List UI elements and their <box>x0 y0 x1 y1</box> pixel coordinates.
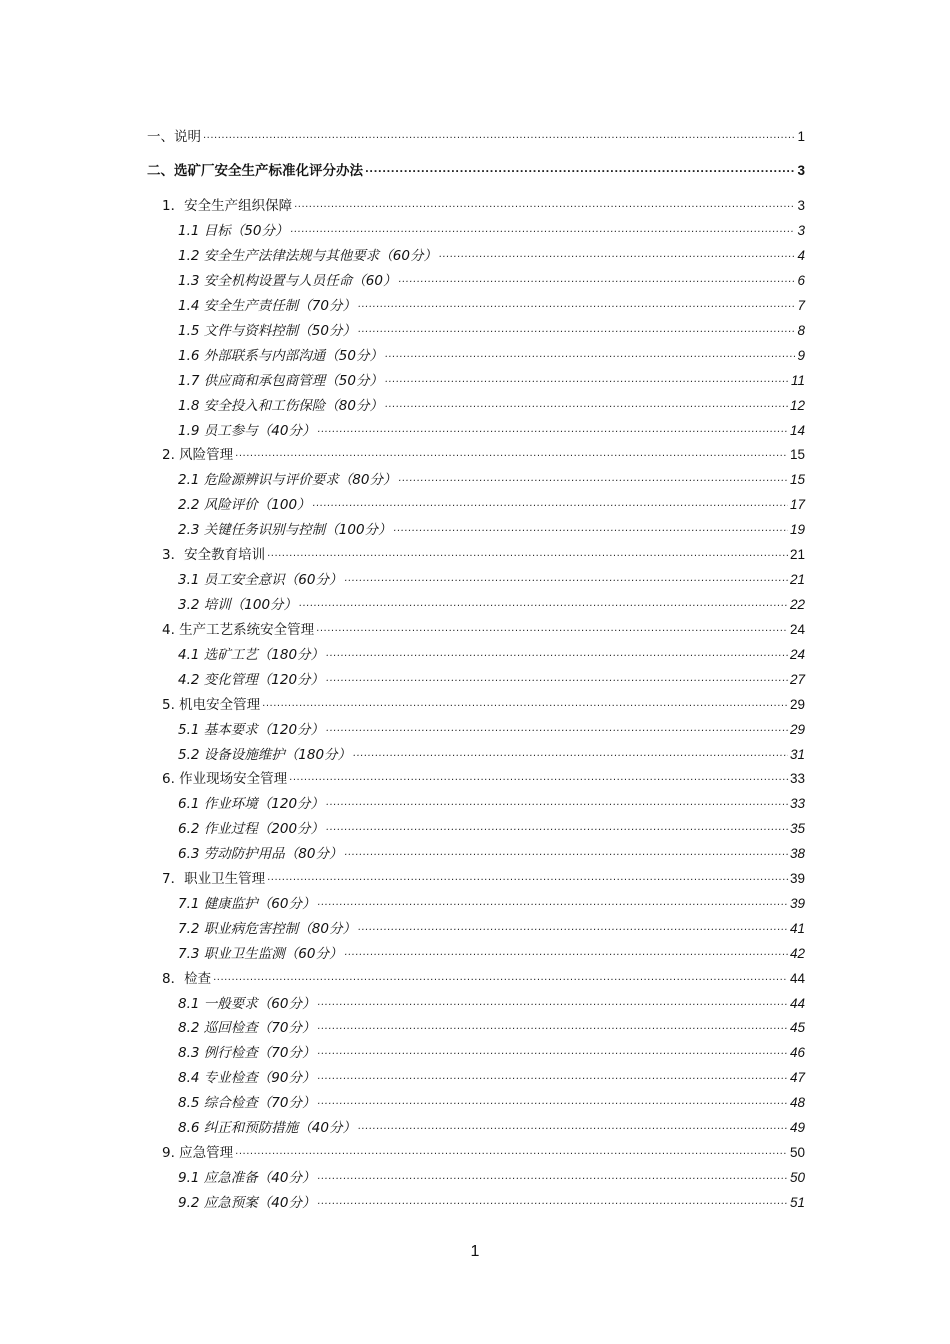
toc-entry-page: 33 <box>789 796 805 811</box>
toc-entry-label: 2.1 危险源辨识与评价要求（80分） <box>178 472 397 488</box>
toc-entry[interactable] <box>162 695 805 715</box>
toc-entry-page: 35 <box>789 821 805 836</box>
toc-entry-page: 15 <box>789 472 805 487</box>
toc-leader <box>317 1168 788 1188</box>
toc-leader <box>344 570 788 590</box>
toc-entry-label: 1.4 安全生产责任制（70分） <box>178 298 356 314</box>
toc-entry-page: 9 <box>797 348 805 363</box>
toc-entry-label: 9. 应急管理 <box>162 1145 234 1161</box>
toc-entry-label: 6.1 作业环境（120分） <box>178 796 325 812</box>
toc-entry[interactable] <box>147 161 805 181</box>
toc-entry-page: 46 <box>789 1045 805 1060</box>
toc-entry-page: 21 <box>789 572 805 587</box>
toc-entry[interactable] <box>178 520 805 540</box>
toc-leader <box>299 595 788 615</box>
toc-leader <box>358 1118 788 1138</box>
toc-entry[interactable] <box>162 769 805 789</box>
toc-entry[interactable] <box>178 346 805 366</box>
toc-entry-label: 2.3 关键任务识别与控制（100分） <box>178 522 392 538</box>
toc-entry-page: 6 <box>797 273 805 288</box>
toc-leader <box>326 670 788 690</box>
toc-entry-label: 7.3 职业卫生监测（60分） <box>178 946 343 962</box>
toc-entry[interactable] <box>178 1068 805 1088</box>
toc-entry-label: 8.2 巡回检查（70分） <box>178 1020 316 1036</box>
toc-entry[interactable] <box>178 670 805 690</box>
toc-entry-page: 50 <box>789 1170 805 1185</box>
toc-leader <box>385 346 796 366</box>
toc-entry-page: 21 <box>789 547 805 562</box>
toc-entry-label: 6. 作业现场安全管理 <box>162 771 288 787</box>
toc-entry-page: 31 <box>789 747 805 762</box>
toc-entry-page: 4 <box>797 248 805 263</box>
toc-leader <box>317 1043 788 1063</box>
toc-entry[interactable] <box>178 321 805 341</box>
toc-entry-page: 51 <box>789 1195 805 1210</box>
toc-entry[interactable] <box>178 421 805 441</box>
toc-entry[interactable] <box>178 296 805 316</box>
toc-entry-page: 48 <box>789 1095 805 1110</box>
toc-entry-label: 3.2 培训（100分） <box>178 597 298 613</box>
toc-entry-label: 5.2 设备设施维护（180分） <box>178 747 352 763</box>
toc-entry-label: 1.3 安全机构设置与人员任命（60） <box>178 273 397 289</box>
toc-entry-page: 47 <box>789 1070 805 1085</box>
toc-entry-page: 11 <box>790 373 805 388</box>
toc-entry-page: 41 <box>789 921 805 936</box>
toc-entry-label: 3.1 员工安全意识（60分） <box>178 572 343 588</box>
toc-leader <box>317 894 788 914</box>
toc-leader <box>317 1068 788 1088</box>
toc-entry[interactable] <box>178 371 805 391</box>
toc-leader <box>344 944 788 964</box>
toc-entry[interactable] <box>178 495 805 515</box>
toc-leader <box>365 161 795 181</box>
toc-leader <box>262 695 788 715</box>
toc-entry-label: 1.8 安全投入和工伤保险（80分） <box>178 398 383 414</box>
toc-entry-label: 1.9 员工参与（40分） <box>178 423 316 439</box>
toc-entry-label: 5.1 基本要求（120分） <box>178 722 325 738</box>
toc-entry[interactable] <box>178 794 805 814</box>
toc-entry-label: 8.4 专业检查（90分） <box>178 1070 316 1086</box>
toc-leader <box>326 794 788 814</box>
toc-entry-page: 49 <box>789 1120 805 1135</box>
toc-leader <box>235 1143 788 1163</box>
toc-entry[interactable] <box>178 271 805 291</box>
toc-entry[interactable] <box>178 720 805 740</box>
toc-entry[interactable] <box>162 545 805 565</box>
toc-leader <box>326 819 788 839</box>
toc-leader <box>289 769 788 789</box>
toc-entry[interactable] <box>178 221 805 241</box>
toc-entry-page: 24 <box>789 647 805 662</box>
toc-entry-label: 3．安全教育培训 <box>162 547 266 563</box>
toc-entry[interactable] <box>178 570 805 590</box>
toc-leader <box>398 271 795 291</box>
toc-entry-page: 3 <box>797 198 805 213</box>
toc-entry-page: 14 <box>789 423 805 438</box>
toc-leader <box>317 1193 788 1213</box>
toc-entry-page: 38 <box>789 846 805 861</box>
toc-leader <box>316 620 788 640</box>
toc-entry[interactable] <box>178 246 805 266</box>
toc-leader <box>317 1018 788 1038</box>
toc-entry-page: 29 <box>789 697 805 712</box>
toc-leader <box>267 545 788 565</box>
toc-entry[interactable] <box>162 969 805 989</box>
toc-leader <box>203 127 795 147</box>
toc-entry-page: 15 <box>789 447 805 462</box>
toc-entry-page: 3 <box>797 163 805 178</box>
toc-entry-label: 1.2 安全生产法律法规与其他要求（60分） <box>178 248 437 264</box>
toc-entry-page: 3 <box>797 223 805 238</box>
toc-entry-label: 7．职业卫生管理 <box>162 871 266 887</box>
toc-entry-label: 8．检查 <box>162 971 212 987</box>
toc-entry[interactable] <box>178 944 805 964</box>
toc-leader <box>358 321 796 341</box>
toc-entry-page: 29 <box>789 722 805 737</box>
toc-entry-label: 7.1 健康监护（60分） <box>178 896 316 912</box>
toc-entry-page: 45 <box>789 1020 805 1035</box>
toc-entry-page: 24 <box>789 622 805 637</box>
toc-entry[interactable] <box>178 1193 805 1213</box>
toc-entry-page: 42 <box>789 946 805 961</box>
toc-leader <box>439 246 796 266</box>
toc-entry-page: 44 <box>789 971 805 986</box>
toc-entry-label: 4.1 选矿工艺（180分） <box>178 647 325 663</box>
toc-entry[interactable] <box>178 1093 805 1113</box>
toc-entry[interactable] <box>147 127 805 147</box>
toc-entry-label: 9.1 应急准备（40分） <box>178 1170 316 1186</box>
toc-entry-page: 7 <box>797 298 805 313</box>
toc-leader <box>267 869 788 889</box>
toc-leader <box>358 919 788 939</box>
toc-entry[interactable] <box>178 1018 805 1038</box>
toc-leader <box>213 969 788 989</box>
toc-leader <box>294 196 795 216</box>
toc-entry-label: 2. 风险管理 <box>162 447 234 463</box>
toc-entry-label: 8.3 例行检查（70分） <box>178 1045 316 1061</box>
toc-entry-label: 8.5 综合检查（70分） <box>178 1095 316 1111</box>
toc-entry[interactable] <box>178 595 805 615</box>
toc-leader <box>344 844 788 864</box>
toc-entry[interactable] <box>178 819 805 839</box>
toc-entry-label: 4.2 变化管理（120分） <box>178 672 325 688</box>
toc-entry-label: 6.2 作业过程（200分） <box>178 821 325 837</box>
page-number: 1 <box>470 1243 480 1260</box>
toc-leader <box>326 645 788 665</box>
toc-entry[interactable] <box>162 620 805 640</box>
toc-entry-label: 9.2 应急预案（40分） <box>178 1195 316 1211</box>
toc-entry-page: 12 <box>789 398 805 413</box>
toc-leader <box>385 371 789 391</box>
toc-leader <box>235 445 788 465</box>
toc-entry-page: 8 <box>797 323 805 338</box>
toc-leader <box>385 396 788 416</box>
toc-entry-label: 4. 生产工艺系统安全管理 <box>162 622 315 638</box>
toc-entry[interactable] <box>178 745 805 765</box>
toc-entry-label: 1.6 外部联系与内部沟通（50分） <box>178 348 383 364</box>
toc-leader <box>290 221 795 241</box>
toc-entry[interactable] <box>178 645 805 665</box>
toc-entry[interactable] <box>162 869 805 889</box>
toc-leader <box>317 994 788 1014</box>
toc-leader <box>398 470 788 490</box>
toc-leader <box>394 520 788 540</box>
toc-entry[interactable] <box>162 445 805 465</box>
toc-entry[interactable] <box>178 994 805 1014</box>
toc-entry-page: 44 <box>789 996 805 1011</box>
toc-entry-label: 8.1 一般要求（60分） <box>178 996 316 1012</box>
toc-entry[interactable] <box>178 1043 805 1063</box>
toc-entry-page: 33 <box>789 771 805 786</box>
toc-entry-label: 7.2 职业病危害控制（80分） <box>178 921 356 937</box>
toc-leader <box>313 495 788 515</box>
toc-entry-label: 8.6 纠正和预防措施（40分） <box>178 1120 356 1136</box>
toc-entry-label: 二、选矿厂安全生产标准化评分办法 <box>147 163 363 179</box>
toc-leader <box>326 720 788 740</box>
toc-entry-page: 17 <box>789 497 805 512</box>
toc-entry[interactable] <box>178 1118 805 1138</box>
toc-leader <box>317 421 788 441</box>
toc-entry-label: 6.3 劳动防护用品（80分） <box>178 846 343 862</box>
toc-leader <box>358 296 796 316</box>
toc-leader <box>317 1093 788 1113</box>
toc-entry-page: 39 <box>789 871 805 886</box>
toc-entry-label: 1．安全生产组织保障 <box>162 198 293 214</box>
toc-entry-page: 39 <box>789 896 805 911</box>
toc-entry-page: 19 <box>789 522 805 537</box>
toc-entry-label: 2.2 风险评价（100） <box>178 497 311 513</box>
toc-entry-label: 1.1 目标（50分） <box>178 223 289 239</box>
toc-entry-page: 1 <box>797 129 805 144</box>
toc-entry[interactable] <box>162 196 805 216</box>
toc-entry-page: 27 <box>789 672 805 687</box>
toc-entry-label: 1.5 文件与资料控制（50分） <box>178 323 356 339</box>
toc-entry[interactable] <box>178 1168 805 1188</box>
toc-entry[interactable] <box>178 919 805 939</box>
toc-entry[interactable] <box>178 396 805 416</box>
toc-entry[interactable] <box>178 844 805 864</box>
toc-entry[interactable] <box>178 894 805 914</box>
toc-entry-page: 50 <box>789 1145 805 1160</box>
toc-entry-label: 5. 机电安全管理 <box>162 697 261 713</box>
toc-entry[interactable] <box>162 1143 805 1163</box>
toc-entry[interactable] <box>178 470 805 490</box>
toc-entry-label: 一、说明 <box>147 129 201 145</box>
toc-leader <box>353 745 788 765</box>
toc-entry-label: 1.7 供应商和承包商管理（50分） <box>178 373 383 389</box>
toc-entry-page: 22 <box>789 597 805 612</box>
